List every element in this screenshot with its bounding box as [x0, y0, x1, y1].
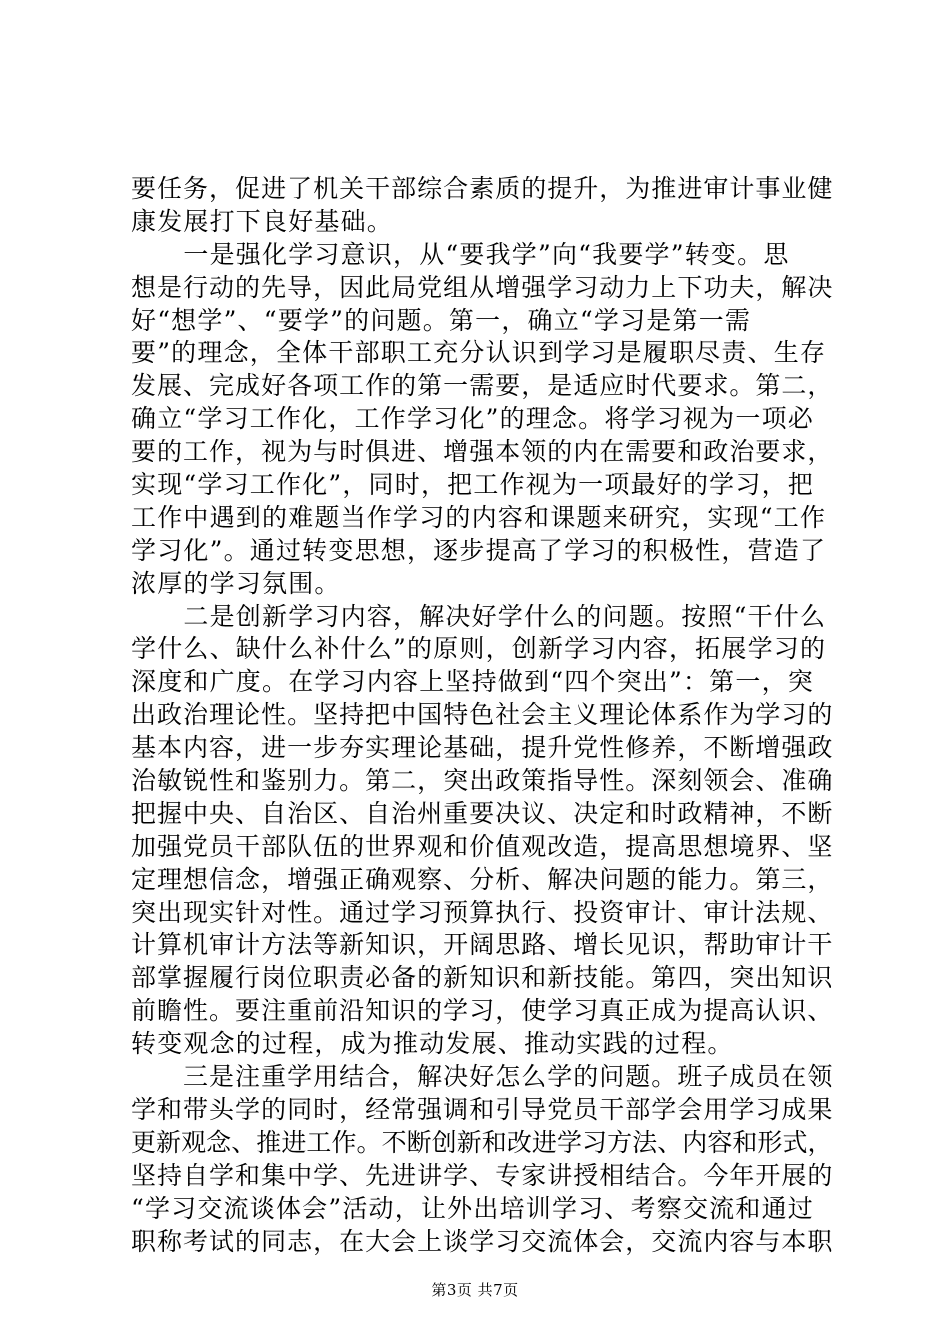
text-line: 三是注重学用结合，解决好怎么学的问题。班子成员在领	[131, 1062, 834, 1092]
text-line: 基本内容，进一步夯实理论基础，提升党性修养，不断增强政	[131, 733, 834, 763]
text-line: 定理想信念，增强正确观察、分析、解决问题的能力。第三，	[131, 864, 834, 894]
text-line: 加强党员干部队伍的世界观和价值观改造，提高思想境界、坚	[131, 831, 834, 861]
text-line: 坚持自学和集中学、先进讲学、专家讲授相结合。今年开展的	[131, 1160, 834, 1190]
text-line: 想是行动的先导，因此局党组从增强学习动力上下功夫，解决	[131, 272, 834, 302]
text-line: 要任务，促进了机关干部综合素质的提升，为推进审计事业健	[131, 174, 834, 203]
text-line: 二是创新学习内容，解决好学什么的问题。按照“干什么	[131, 601, 827, 631]
text-line: 学习化”。通过转变思想，逐步提高了学习的积极性，营造了	[131, 535, 827, 565]
text-line: 突出现实针对性。通过学习预算执行、投资审计、审计法规、	[131, 897, 834, 927]
text-line: 实现“学习工作化”，同时，把工作视为一项最好的学习，把	[131, 470, 814, 500]
text-line: 学什么、缺什么补什么”的原则，创新学习内容，拓展学习的	[131, 634, 827, 664]
text-line: 计算机审计方法等新知识，开阔思路、增长见识，帮助审计干	[131, 930, 834, 960]
page-footer: 第3页 共7页	[431, 1281, 519, 1299]
text-line: 部掌握履行岗位职责必备的新知识和新技能。第四，突出知识	[131, 963, 834, 993]
text-line: 前瞻性。要注重前沿知识的学习，使学习真正成为提高认识、	[131, 996, 834, 1026]
text-line: 把握中央、自治区、自治州重要决议、决定和时政精神，不断	[131, 798, 834, 828]
text-line: 职称考试的同志，在大会上谈学习交流体会，交流内容与本职	[131, 1226, 834, 1256]
text-line: 一是强化学习意识，从“要我学”向“我要学”转变。思	[131, 239, 790, 269]
text-line: 康发展打下良好基础。	[131, 206, 394, 236]
text-line: 更新观念、推进工作。不断创新和改进学习方法、内容和形式，	[131, 1127, 833, 1157]
text-line: 要”的理念，全体干部职工充分认识到学习是履职尽责、生存	[131, 338, 827, 368]
text-line: 浓厚的学习氛围。	[131, 568, 341, 598]
text-line: 发展、完成好各项工作的第一需要，是适应时代要求。第二，	[131, 371, 834, 401]
text-line: 转变观念的过程，成为推动发展、推动实践的过程。	[131, 1029, 734, 1059]
text-line: 要的工作，视为与时俱进、增强本领的内在需要和政治要求，	[131, 437, 834, 467]
text-line: 治敏锐性和鉴别力。第二，突出政策指导性。深刻领会、准确	[131, 766, 834, 796]
text-line: “学习交流谈体会”活动，让外出培训学习、考察交流和通过	[131, 1193, 814, 1223]
document-body	[131, 173, 833, 1258]
text-line: 确立“学习工作化，工作学习化”的理念。将学习视为一项必	[131, 404, 814, 434]
text-line: 工作中遇到的难题当作学习的内容和课题来研究，实现“工作	[131, 502, 827, 532]
text-line: 出政治理论性。坚持把中国特色社会主义理论体系作为学习的	[131, 700, 834, 730]
text-line: 学和带头学的同时，经常强调和引导党员干部学会用学习成果	[131, 1094, 834, 1124]
text-line: 深度和广度。在学习内容上坚持做到“四个突出”：第一，突	[131, 667, 814, 697]
text-line: 好“想学”、“要学”的问题。第一，确立“学习是第一需	[131, 305, 752, 335]
